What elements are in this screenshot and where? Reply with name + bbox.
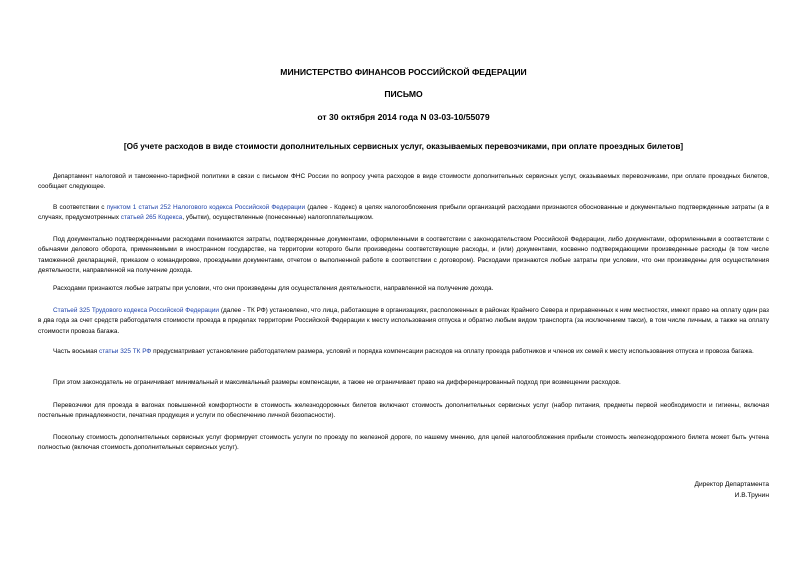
document-date-number: от 30 октября 2014 года N 03-03-10/55079 bbox=[317, 112, 490, 122]
paragraph-9: Поскольку стоимость дополнительных сервисных услуг формирует стоимость услуги по проезду по железной дороге, по нашему мнению, для целей налогообложения прибыли стоимость железнодорожного билета может быть учтена полностью (включая стоимость дополнительных сервисных услуг). bbox=[38, 434, 769, 452]
signature-position: Директор Департамента bbox=[694, 481, 769, 488]
link-tax-code-265[interactable]: статьей 265 Кодекса bbox=[120, 214, 183, 222]
paragraph-7: При этом законодатель не ограничивает минимальный и максимальный размеры компенсации, а также не ограничивает право на дифференцированный подход при возмещении расходов. bbox=[53, 379, 621, 386]
ministry-heading: МИНИСТЕРСТВО ФИНАНСОВ РОССИЙСКОЙ ФЕДЕРАЦИИ bbox=[280, 67, 527, 77]
paragraph-1: Департамент налоговой и таможенно-тарифной политики в связи с письмом ФНС России по вопросу учета расходов в виде стоимости дополнительных сервисных услуг, оказываемых перевозчиками, при оплате проездных билетов, сообщает следующее. bbox=[38, 173, 769, 191]
document-type: ПИСЬМО bbox=[384, 89, 423, 99]
link-labor-code-325[interactable]: Статьей 325 Трудового кодекса Российской Федерации bbox=[53, 307, 220, 314]
paragraph-5: Статьей 325 Трудового кодекса Российской Федерации (далее - ТК РФ) установлено, что лица, работающие в организациях, расположенных в районах Крайнего Севера и приравненных к ним местностях, имеют право на оплату один раз в два года за счет средств работодателя стоимости проезда в пределах территории Российской Федерации к месту использования отпуска и обратно любым видом транспорта (за исключением такси), в том числе личным, а также на оплату стоимости провоза багажа. bbox=[38, 307, 769, 335]
paragraph-6: Часть восьмая статьи 325 ТК РФ предусматривает установление работодателем размера, условий и порядка компенсации расходов на оплату проезда работников и членов их семей к месту использования отпуска и провоза багажа. bbox=[53, 348, 754, 355]
paragraph-4: Расходами признаются любые затраты при условии, что они произведены для осуществления деятельности, направленной на получение дохода. bbox=[53, 285, 494, 292]
paragraph-8: Перевозчики для проезда в вагонах повышенной комфортности в стоимость железнодорожных билетов включают стоимость дополнительных сервисных услуг (набор питания, предметы первой необходимости и гигиены, включая постельные принадлежности, печатная продукция и услуги по обеспечению личной безопасности). bbox=[38, 402, 769, 420]
paragraph-3: Под документально подтвержденными расходами понимаются затраты, подтвержденные документами, оформленными в соответствии с законодательством Российской Федерации, либо документами, оформленными в соответствии с обычаями делового оборота, применяемыми в иностранном государстве, на территории которого были произведены соответствующие расходы, и (или) документами, косвенно подтверждающими произведенные расходы (в том числе таможенной декларацией, приказом о командировке, проездными документами, отчетом о выполненной работе в соответствии с договором). Расходами признаются любые затраты при условии, что они произведены для осуществления деятельности, направленной на получение дохода. bbox=[38, 236, 769, 274]
link-labor-code-325-part8[interactable]: статьи 325 ТК РФ bbox=[98, 348, 152, 355]
link-tax-code-252[interactable]: пунктом 1 статьи 252 Налогового кодекса Российской Федерации bbox=[106, 204, 306, 211]
document-title: [Об учете расходов в виде стоимости дополнительных сервисных услуг, оказываемых перевозчиками, при оплате проездных билетов] bbox=[123, 142, 684, 151]
signature-name: И.В.Трунин bbox=[734, 492, 769, 499]
paragraph-2: В соответствии с пунктом 1 статьи 252 Налогового кодекса Российской Федерации (далее - Кодекс) в целях налогообложения прибыли организаций расходами признаются обоснованные и документально подтвержденные затраты (а в случаях, предусмотренных статьей 265 Кодекса, убытки), осуществленные (понесенные) налогоплательщиком. bbox=[38, 204, 770, 222]
